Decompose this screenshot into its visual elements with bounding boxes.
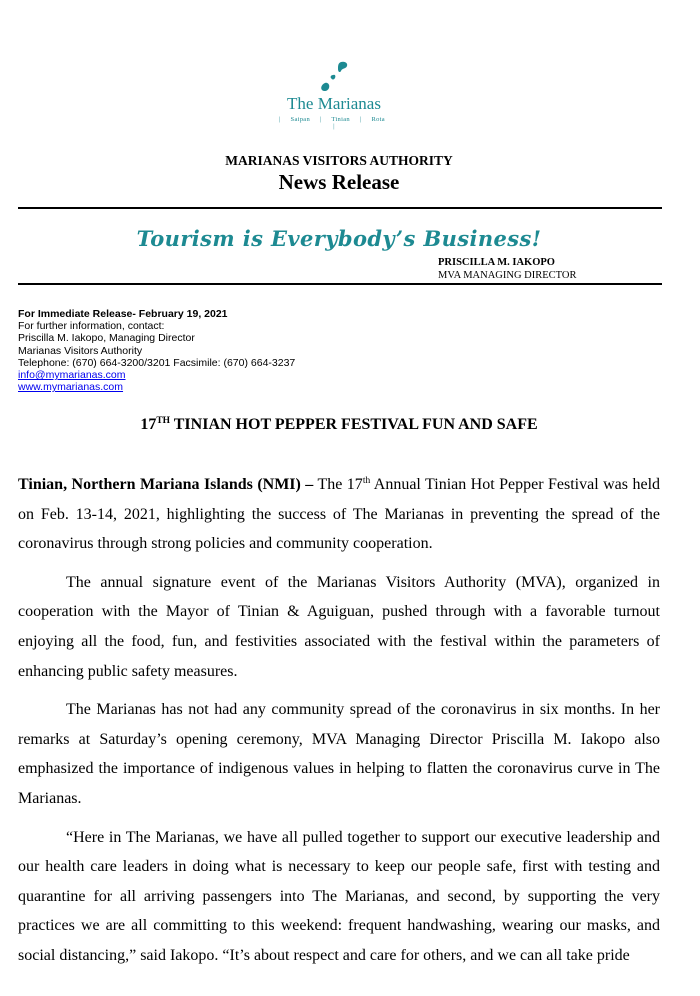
organization-name: MARIANAS VISITORS AUTHORITY	[225, 153, 453, 168]
logo-island-tinian: Tinian	[331, 116, 350, 123]
logo-island-rota: Rota	[371, 116, 385, 123]
paragraph-3: The Marianas has not had any community spread of the coronavirus in six months. In her remarks at Saturday’s opening ceremony, MVA Managing Director Priscilla M. Iakopo also emphasized the importance of indigenous values in helping to flatten the coronavirus curve in The Marianas.	[18, 701, 660, 807]
headline	[0, 416, 678, 434]
logo-separator: |	[333, 123, 335, 130]
paragraph-1	[18, 470, 660, 559]
islands-icon	[317, 60, 351, 94]
contact-person: Priscilla M. Iakopo, Managing Director	[18, 332, 195, 345]
paragraph-1-text-a: The 17	[313, 476, 363, 493]
logo-separator: |	[359, 116, 362, 123]
director-title: MVA MANAGING DIRECTOR	[438, 270, 577, 281]
paragraph-2: The annual signature event of the Marianas Visitors Authority (MVA), organized in cooperation with the Mayor of Tinian & Aguiguan, pushed through with a favorable turnout enjoying all the food, fun, and festivities associated with the festival within the parameters of enhancing public safety measures.	[18, 573, 660, 680]
website-link[interactable]: www.mymarianas.com	[18, 381, 124, 394]
headline-number: 17	[140, 416, 157, 433]
tagline: Tourism is Everybody’s Business!	[136, 226, 542, 251]
paragraph-1-text-b: Annual Tinian Hot Pepper Festival was held on Feb. 13-14, 2021, highlighting the success of The Marianas in preventing the spread of the coronavirus through strong policies and community cooperation.	[18, 476, 661, 553]
header-rule-top	[18, 207, 662, 209]
header-rule-bottom	[18, 283, 662, 285]
headline-text: TINIAN HOT PEPPER FESTIVAL FUN AND SAFE	[170, 416, 538, 433]
email-link[interactable]: info@mymarianas.com	[18, 369, 126, 382]
contact-organization: Marianas Visitors Authority	[18, 344, 143, 357]
dateline: Tinian, Northern Mariana Islands (NMI) –	[18, 476, 314, 493]
release-type: News Release	[278, 170, 400, 194]
contact-info-line: For further information, contact:	[18, 320, 165, 333]
release-date-line: For Immediate Release- February 19, 2021	[18, 308, 228, 320]
director-name: PRISCILLA M. IAKOPO	[438, 257, 555, 268]
contact-phone: Telephone: (670) 664-3200/3201 Facsimile: (670) 664-3237	[18, 356, 296, 369]
logo-separator: |	[279, 116, 281, 123]
headline-ordinal: TH	[156, 416, 171, 426]
article-body	[18, 470, 660, 980]
logo-islands	[279, 116, 389, 130]
contact-block	[18, 308, 295, 393]
marianas-logo	[279, 60, 389, 140]
director-block	[438, 256, 576, 282]
paragraph-4: “Here in The Marianas, we have all pulled together to support our executive leadership and our health care leaders in doing what is necessary to keep our people safe, first with testing and quarantine for all arriving passengers into The Marianas, and second, by supporting the very practices we are all committing to this weekend: frequent handwashing, wearing our masks, and social distancing,” said Iakopo. “It’s about respect and care for others, and we can all take pride	[18, 828, 660, 964]
paragraph-1-ordinal: th	[362, 476, 371, 486]
logo-separator: |	[319, 116, 322, 123]
logo-island-saipan: Saipan	[290, 116, 311, 123]
logo-name: The Marianas	[287, 94, 381, 113]
